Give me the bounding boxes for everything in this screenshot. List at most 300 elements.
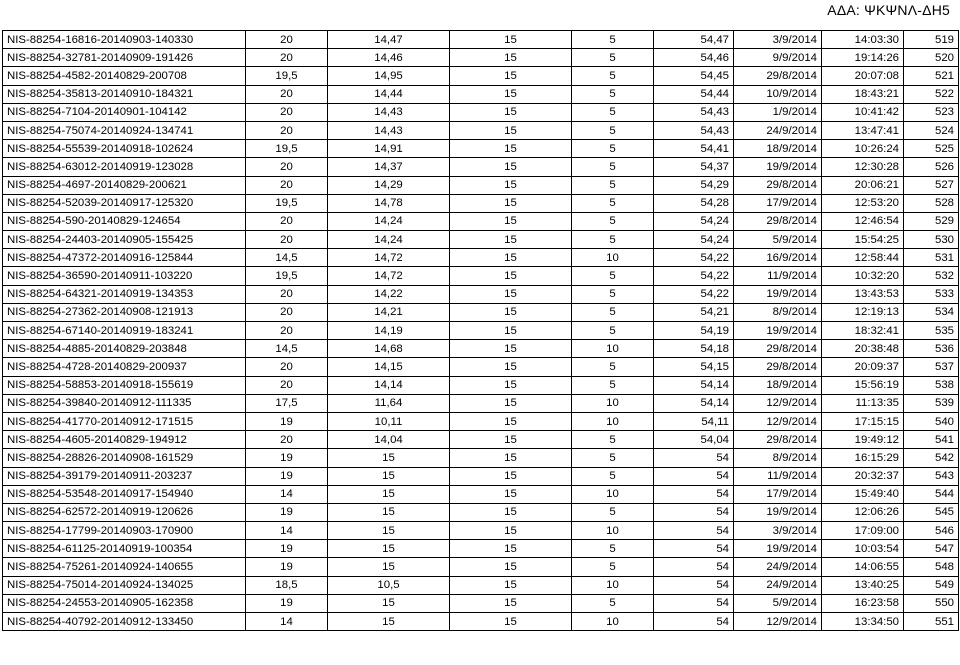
cell-score-a: 20 xyxy=(246,376,328,394)
cell-submission-time: 15:54:25 xyxy=(822,231,904,249)
table-row xyxy=(3,121,959,139)
cell-submission-date: 17/9/2014 xyxy=(734,485,822,503)
cell-application-id: NIS-88254-24403-20140905-155425 xyxy=(3,231,246,249)
cell-rank: 542 xyxy=(904,449,959,467)
cell-total-score: 54,41 xyxy=(654,140,734,158)
cell-submission-date: 11/9/2014 xyxy=(734,267,822,285)
cell-submission-time: 15:49:40 xyxy=(822,485,904,503)
cell-submission-time: 14:03:30 xyxy=(822,31,904,49)
cell-submission-time: 19:14:26 xyxy=(822,49,904,67)
cell-total-score: 54,19 xyxy=(654,322,734,340)
cell-score-d: 5 xyxy=(572,358,654,376)
cell-rank: 544 xyxy=(904,485,959,503)
cell-submission-time: 18:32:41 xyxy=(822,322,904,340)
cell-total-score: 54,47 xyxy=(654,31,734,49)
cell-total-score: 54,22 xyxy=(654,285,734,303)
cell-score-b: 15 xyxy=(328,558,450,576)
cell-total-score: 54,14 xyxy=(654,394,734,412)
cell-score-b: 14,14 xyxy=(328,376,450,394)
cell-score-c: 15 xyxy=(450,285,572,303)
cell-score-b: 14,15 xyxy=(328,358,450,376)
table-row xyxy=(3,594,959,612)
table-row xyxy=(3,431,959,449)
cell-score-b: 14,24 xyxy=(328,212,450,230)
cell-score-a: 20 xyxy=(246,322,328,340)
cell-rank: 533 xyxy=(904,285,959,303)
cell-score-c: 15 xyxy=(450,249,572,267)
cell-score-d: 5 xyxy=(572,303,654,321)
cell-score-d: 10 xyxy=(572,485,654,503)
table-row xyxy=(3,485,959,503)
cell-total-score: 54,44 xyxy=(654,85,734,103)
cell-score-c: 15 xyxy=(450,485,572,503)
cell-total-score: 54 xyxy=(654,522,734,540)
table-row xyxy=(3,503,959,521)
cell-total-score: 54,04 xyxy=(654,431,734,449)
cell-rank: 520 xyxy=(904,49,959,67)
cell-score-b: 10,11 xyxy=(328,412,450,430)
cell-rank: 526 xyxy=(904,158,959,176)
cell-score-b: 14,78 xyxy=(328,194,450,212)
cell-application-id: NIS-88254-24553-20140905-162358 xyxy=(3,594,246,612)
cell-score-d: 5 xyxy=(572,176,654,194)
cell-application-id: NIS-88254-35813-20140910-184321 xyxy=(3,85,246,103)
cell-submission-date: 29/8/2014 xyxy=(734,212,822,230)
cell-score-c: 15 xyxy=(450,376,572,394)
cell-submission-time: 12:19:13 xyxy=(822,303,904,321)
cell-application-id: NIS-88254-32781-20140909-191426 xyxy=(3,49,246,67)
cell-submission-time: 18:43:21 xyxy=(822,85,904,103)
cell-score-c: 15 xyxy=(450,67,572,85)
cell-score-b: 14,43 xyxy=(328,103,450,121)
cell-score-b: 14,46 xyxy=(328,49,450,67)
cell-score-a: 19,5 xyxy=(246,267,328,285)
table-row xyxy=(3,576,959,594)
cell-rank: 532 xyxy=(904,267,959,285)
cell-total-score: 54 xyxy=(654,576,734,594)
cell-score-d: 5 xyxy=(572,285,654,303)
cell-application-id: NIS-88254-4885-20140829-203848 xyxy=(3,340,246,358)
cell-submission-date: 19/9/2014 xyxy=(734,158,822,176)
cell-submission-time: 10:03:54 xyxy=(822,540,904,558)
cell-score-c: 15 xyxy=(450,103,572,121)
cell-score-d: 5 xyxy=(572,267,654,285)
table-row xyxy=(3,158,959,176)
cell-score-b: 14,72 xyxy=(328,267,450,285)
cell-submission-time: 19:49:12 xyxy=(822,431,904,449)
cell-score-b: 15 xyxy=(328,485,450,503)
cell-application-id: NIS-88254-52039-20140917-125320 xyxy=(3,194,246,212)
cell-submission-date: 5/9/2014 xyxy=(734,231,822,249)
cell-score-d: 5 xyxy=(572,431,654,449)
cell-submission-time: 17:15:15 xyxy=(822,412,904,430)
cell-score-b: 14,21 xyxy=(328,303,450,321)
cell-score-d: 5 xyxy=(572,449,654,467)
cell-rank: 523 xyxy=(904,103,959,121)
cell-score-a: 20 xyxy=(246,31,328,49)
cell-submission-time: 11:13:35 xyxy=(822,394,904,412)
cell-rank: 536 xyxy=(904,340,959,358)
cell-score-c: 15 xyxy=(450,394,572,412)
cell-application-id: NIS-88254-39179-20140911-203237 xyxy=(3,467,246,485)
cell-score-c: 15 xyxy=(450,85,572,103)
cell-submission-time: 14:06:55 xyxy=(822,558,904,576)
cell-score-d: 10 xyxy=(572,576,654,594)
cell-total-score: 54,22 xyxy=(654,267,734,285)
cell-submission-time: 20:32:37 xyxy=(822,467,904,485)
cell-score-b: 14,68 xyxy=(328,340,450,358)
cell-submission-date: 5/9/2014 xyxy=(734,594,822,612)
cell-total-score: 54 xyxy=(654,594,734,612)
cell-score-c: 15 xyxy=(450,31,572,49)
cell-rank: 545 xyxy=(904,503,959,521)
cell-score-a: 20 xyxy=(246,158,328,176)
cell-submission-date: 3/9/2014 xyxy=(734,522,822,540)
cell-score-c: 15 xyxy=(450,467,572,485)
table-row xyxy=(3,31,959,49)
cell-score-c: 15 xyxy=(450,303,572,321)
cell-rank: 519 xyxy=(904,31,959,49)
cell-submission-time: 13:43:53 xyxy=(822,285,904,303)
cell-score-a: 19,5 xyxy=(246,194,328,212)
cell-score-b: 14,04 xyxy=(328,431,450,449)
cell-score-a: 19 xyxy=(246,412,328,430)
cell-rank: 528 xyxy=(904,194,959,212)
cell-total-score: 54,43 xyxy=(654,103,734,121)
cell-score-b: 14,29 xyxy=(328,176,450,194)
cell-submission-date: 11/9/2014 xyxy=(734,467,822,485)
table-row xyxy=(3,322,959,340)
table-body xyxy=(3,31,959,631)
cell-score-a: 19 xyxy=(246,558,328,576)
cell-score-b: 15 xyxy=(328,540,450,558)
cell-submission-time: 10:32:20 xyxy=(822,267,904,285)
cell-score-c: 15 xyxy=(450,358,572,376)
cell-score-a: 20 xyxy=(246,212,328,230)
cell-rank: 537 xyxy=(904,358,959,376)
cell-score-b: 14,44 xyxy=(328,85,450,103)
cell-submission-time: 20:07:08 xyxy=(822,67,904,85)
cell-score-b: 15 xyxy=(328,522,450,540)
cell-score-d: 5 xyxy=(572,212,654,230)
cell-score-a: 19 xyxy=(246,540,328,558)
cell-rank: 524 xyxy=(904,121,959,139)
cell-score-b: 14,95 xyxy=(328,67,450,85)
cell-application-id: NIS-88254-17799-20140903-170900 xyxy=(3,522,246,540)
cell-score-d: 5 xyxy=(572,121,654,139)
cell-score-a: 19 xyxy=(246,594,328,612)
cell-application-id: NIS-88254-53548-20140917-154940 xyxy=(3,485,246,503)
cell-submission-time: 13:34:50 xyxy=(822,613,904,631)
cell-score-b: 14,37 xyxy=(328,158,450,176)
cell-score-a: 19 xyxy=(246,503,328,521)
cell-application-id: NIS-88254-36590-20140911-103220 xyxy=(3,267,246,285)
cell-rank: 522 xyxy=(904,85,959,103)
table-row xyxy=(3,194,959,212)
cell-application-id: NIS-88254-590-20140829-124654 xyxy=(3,212,246,230)
table-row xyxy=(3,340,959,358)
cell-submission-date: 8/9/2014 xyxy=(734,303,822,321)
ada-code: ΑΔΑ: ΨΚΨΝΛ-ΔΗ5 xyxy=(827,2,950,18)
cell-score-b: 15 xyxy=(328,594,450,612)
cell-score-a: 19,5 xyxy=(246,140,328,158)
cell-submission-time: 13:47:41 xyxy=(822,121,904,139)
cell-submission-date: 29/8/2014 xyxy=(734,176,822,194)
cell-submission-time: 10:26:24 xyxy=(822,140,904,158)
cell-score-a: 14 xyxy=(246,613,328,631)
cell-score-c: 15 xyxy=(450,322,572,340)
cell-application-id: NIS-88254-7104-20140901-104142 xyxy=(3,103,246,121)
cell-score-c: 15 xyxy=(450,140,572,158)
cell-score-a: 19,5 xyxy=(246,67,328,85)
table-row xyxy=(3,231,959,249)
cell-score-a: 14 xyxy=(246,522,328,540)
cell-submission-date: 29/8/2014 xyxy=(734,431,822,449)
cell-score-b: 14,72 xyxy=(328,249,450,267)
table-row xyxy=(3,103,959,121)
cell-submission-time: 12:53:20 xyxy=(822,194,904,212)
cell-submission-date: 10/9/2014 xyxy=(734,85,822,103)
table-row xyxy=(3,376,959,394)
cell-total-score: 54,14 xyxy=(654,376,734,394)
table-row xyxy=(3,176,959,194)
cell-score-a: 14,5 xyxy=(246,340,328,358)
cell-submission-time: 20:06:21 xyxy=(822,176,904,194)
cell-score-c: 15 xyxy=(450,412,572,430)
cell-score-a: 20 xyxy=(246,85,328,103)
cell-score-c: 15 xyxy=(450,49,572,67)
cell-total-score: 54,11 xyxy=(654,412,734,430)
cell-submission-date: 12/9/2014 xyxy=(734,412,822,430)
cell-application-id: NIS-88254-61125-20140919-100354 xyxy=(3,540,246,558)
table-row xyxy=(3,467,959,485)
table-row xyxy=(3,358,959,376)
cell-score-a: 20 xyxy=(246,176,328,194)
cell-score-a: 17,5 xyxy=(246,394,328,412)
cell-score-d: 5 xyxy=(572,231,654,249)
cell-score-c: 15 xyxy=(450,613,572,631)
cell-application-id: NIS-88254-4582-20140829-200708 xyxy=(3,67,246,85)
cell-score-d: 5 xyxy=(572,594,654,612)
cell-submission-date: 12/9/2014 xyxy=(734,613,822,631)
cell-score-b: 15 xyxy=(328,503,450,521)
cell-submission-date: 24/9/2014 xyxy=(734,121,822,139)
cell-score-d: 5 xyxy=(572,158,654,176)
cell-application-id: NIS-88254-41770-20140912-171515 xyxy=(3,412,246,430)
cell-submission-date: 12/9/2014 xyxy=(734,394,822,412)
cell-score-a: 18,5 xyxy=(246,576,328,594)
cell-submission-date: 16/9/2014 xyxy=(734,249,822,267)
cell-score-a: 20 xyxy=(246,231,328,249)
cell-score-d: 10 xyxy=(572,522,654,540)
cell-total-score: 54,24 xyxy=(654,231,734,249)
cell-rank: 546 xyxy=(904,522,959,540)
cell-submission-time: 12:30:28 xyxy=(822,158,904,176)
cell-total-score: 54 xyxy=(654,467,734,485)
cell-rank: 525 xyxy=(904,140,959,158)
cell-score-b: 14,91 xyxy=(328,140,450,158)
cell-submission-time: 20:38:48 xyxy=(822,340,904,358)
table-row xyxy=(3,85,959,103)
cell-total-score: 54,18 xyxy=(654,340,734,358)
cell-score-d: 5 xyxy=(572,49,654,67)
cell-score-c: 15 xyxy=(450,576,572,594)
table-row xyxy=(3,558,959,576)
cell-rank: 539 xyxy=(904,394,959,412)
cell-total-score: 54 xyxy=(654,540,734,558)
cell-score-c: 15 xyxy=(450,194,572,212)
cell-score-b: 15 xyxy=(328,449,450,467)
cell-total-score: 54,43 xyxy=(654,121,734,139)
cell-score-c: 15 xyxy=(450,431,572,449)
cell-score-c: 15 xyxy=(450,340,572,358)
cell-application-id: NIS-88254-4728-20140829-200937 xyxy=(3,358,246,376)
cell-score-d: 10 xyxy=(572,412,654,430)
cell-score-a: 19 xyxy=(246,449,328,467)
cell-score-a: 20 xyxy=(246,121,328,139)
cell-submission-date: 19/9/2014 xyxy=(734,540,822,558)
cell-score-d: 5 xyxy=(572,85,654,103)
cell-score-c: 15 xyxy=(450,267,572,285)
table-row xyxy=(3,67,959,85)
table-row xyxy=(3,285,959,303)
cell-rank: 529 xyxy=(904,212,959,230)
cell-score-c: 15 xyxy=(450,522,572,540)
cell-submission-time: 12:58:44 xyxy=(822,249,904,267)
table-row xyxy=(3,249,959,267)
results-table xyxy=(2,30,959,631)
cell-application-id: NIS-88254-4697-20140829-200621 xyxy=(3,176,246,194)
cell-total-score: 54,29 xyxy=(654,176,734,194)
cell-score-b: 14,24 xyxy=(328,231,450,249)
cell-score-b: 11,64 xyxy=(328,394,450,412)
cell-rank: 527 xyxy=(904,176,959,194)
cell-submission-time: 12:46:54 xyxy=(822,212,904,230)
cell-submission-date: 29/8/2014 xyxy=(734,340,822,358)
cell-submission-date: 18/9/2014 xyxy=(734,376,822,394)
cell-total-score: 54 xyxy=(654,613,734,631)
cell-submission-date: 3/9/2014 xyxy=(734,31,822,49)
cell-submission-date: 29/8/2014 xyxy=(734,67,822,85)
cell-score-d: 5 xyxy=(572,140,654,158)
cell-rank: 548 xyxy=(904,558,959,576)
cell-score-b: 14,43 xyxy=(328,121,450,139)
cell-submission-time: 16:15:29 xyxy=(822,449,904,467)
cell-score-d: 10 xyxy=(572,249,654,267)
table-row xyxy=(3,303,959,321)
cell-application-id: NIS-88254-55539-20140918-102624 xyxy=(3,140,246,158)
cell-rank: 534 xyxy=(904,303,959,321)
cell-rank: 521 xyxy=(904,67,959,85)
cell-score-a: 20 xyxy=(246,103,328,121)
cell-total-score: 54,24 xyxy=(654,212,734,230)
table-row xyxy=(3,49,959,67)
cell-score-b: 15 xyxy=(328,613,450,631)
cell-submission-time: 17:09:00 xyxy=(822,522,904,540)
cell-application-id: NIS-88254-64321-20140919-134353 xyxy=(3,285,246,303)
table-row xyxy=(3,267,959,285)
cell-application-id: NIS-88254-75014-20140924-134025 xyxy=(3,576,246,594)
cell-rank: 551 xyxy=(904,613,959,631)
cell-score-d: 5 xyxy=(572,376,654,394)
cell-score-d: 5 xyxy=(572,103,654,121)
cell-score-d: 5 xyxy=(572,558,654,576)
cell-score-c: 15 xyxy=(450,449,572,467)
cell-score-d: 10 xyxy=(572,613,654,631)
cell-application-id: NIS-88254-4605-20140829-194912 xyxy=(3,431,246,449)
cell-application-id: NIS-88254-67140-20140919-183241 xyxy=(3,322,246,340)
cell-score-c: 15 xyxy=(450,121,572,139)
cell-submission-date: 9/9/2014 xyxy=(734,49,822,67)
cell-total-score: 54 xyxy=(654,449,734,467)
cell-score-b: 14,22 xyxy=(328,285,450,303)
cell-score-d: 5 xyxy=(572,194,654,212)
cell-score-d: 5 xyxy=(572,540,654,558)
cell-application-id: NIS-88254-75261-20140924-140655 xyxy=(3,558,246,576)
cell-score-d: 5 xyxy=(572,322,654,340)
cell-submission-date: 24/9/2014 xyxy=(734,576,822,594)
cell-score-c: 15 xyxy=(450,158,572,176)
cell-score-c: 15 xyxy=(450,212,572,230)
cell-submission-time: 10:41:42 xyxy=(822,103,904,121)
cell-application-id: NIS-88254-28826-20140908-161529 xyxy=(3,449,246,467)
cell-submission-date: 24/9/2014 xyxy=(734,558,822,576)
cell-rank: 531 xyxy=(904,249,959,267)
cell-score-d: 5 xyxy=(572,467,654,485)
cell-application-id: NIS-88254-39840-20140912-111335 xyxy=(3,394,246,412)
cell-submission-date: 1/9/2014 xyxy=(734,103,822,121)
cell-rank: 547 xyxy=(904,540,959,558)
cell-rank: 538 xyxy=(904,376,959,394)
table-row xyxy=(3,394,959,412)
cell-score-c: 15 xyxy=(450,558,572,576)
table-row xyxy=(3,212,959,230)
cell-score-b: 14,47 xyxy=(328,31,450,49)
cell-application-id: NIS-88254-63012-20140919-123028 xyxy=(3,158,246,176)
cell-submission-date: 8/9/2014 xyxy=(734,449,822,467)
cell-rank: 549 xyxy=(904,576,959,594)
cell-submission-date: 19/9/2014 xyxy=(734,285,822,303)
cell-total-score: 54 xyxy=(654,485,734,503)
cell-score-c: 15 xyxy=(450,176,572,194)
cell-submission-time: 20:09:37 xyxy=(822,358,904,376)
cell-total-score: 54,22 xyxy=(654,249,734,267)
cell-score-d: 10 xyxy=(572,394,654,412)
cell-submission-date: 29/8/2014 xyxy=(734,358,822,376)
cell-submission-date: 19/9/2014 xyxy=(734,322,822,340)
cell-score-c: 15 xyxy=(450,540,572,558)
cell-submission-time: 15:56:19 xyxy=(822,376,904,394)
cell-application-id: NIS-88254-47372-20140916-125844 xyxy=(3,249,246,267)
cell-total-score: 54,28 xyxy=(654,194,734,212)
cell-score-a: 20 xyxy=(246,303,328,321)
cell-application-id: NIS-88254-75074-20140924-134741 xyxy=(3,121,246,139)
cell-score-c: 15 xyxy=(450,594,572,612)
cell-score-a: 20 xyxy=(246,49,328,67)
cell-application-id: NIS-88254-16816-20140903-140330 xyxy=(3,31,246,49)
cell-score-a: 19 xyxy=(246,467,328,485)
cell-score-a: 14,5 xyxy=(246,249,328,267)
cell-score-c: 15 xyxy=(450,503,572,521)
cell-rank: 541 xyxy=(904,431,959,449)
cell-submission-time: 13:40:25 xyxy=(822,576,904,594)
cell-total-score: 54,21 xyxy=(654,303,734,321)
cell-total-score: 54,45 xyxy=(654,67,734,85)
cell-score-d: 5 xyxy=(572,67,654,85)
cell-submission-date: 17/9/2014 xyxy=(734,194,822,212)
cell-score-b: 15 xyxy=(328,467,450,485)
cell-score-b: 10,5 xyxy=(328,576,450,594)
